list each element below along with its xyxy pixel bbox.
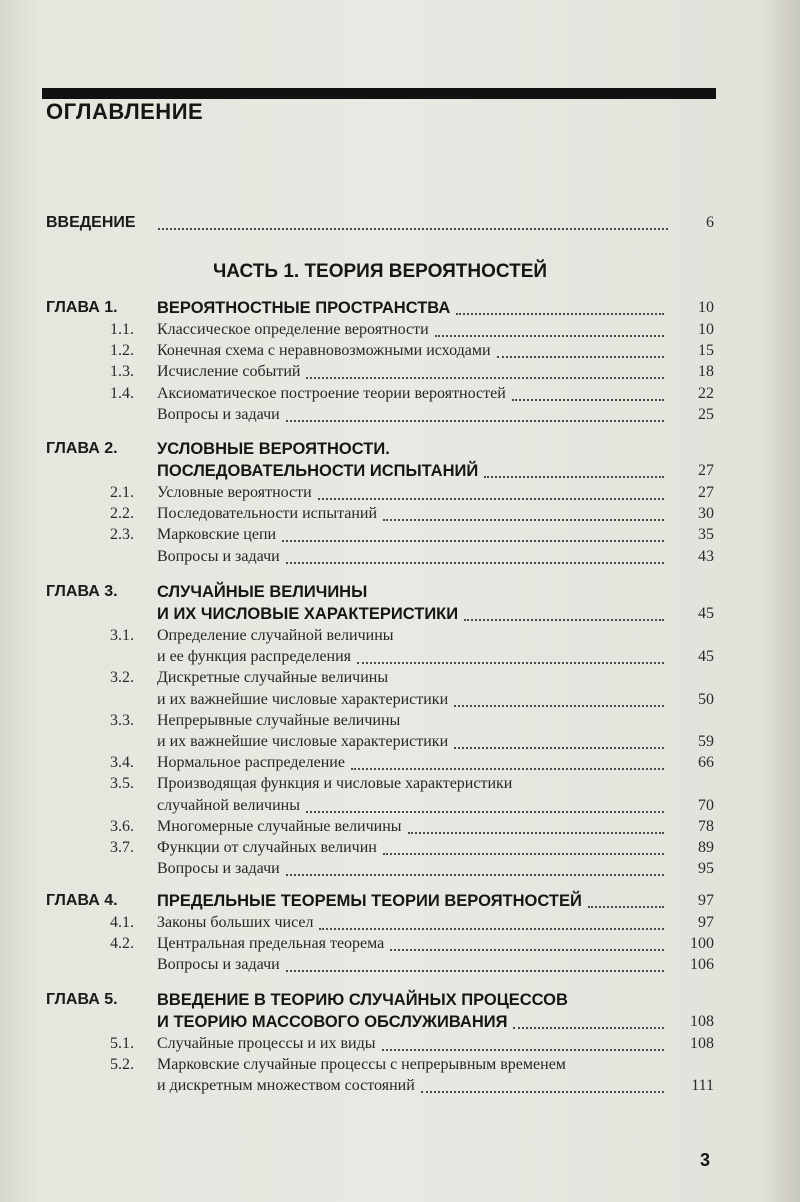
toc-section-entry[interactable]	[46, 754, 714, 776]
leader-dots	[306, 377, 664, 379]
section-page: 18	[698, 363, 714, 381]
leader-dots	[282, 540, 664, 542]
leader-dots	[286, 420, 664, 422]
section-title: Непрерывные случайные величины	[157, 711, 401, 729]
toc-section-entry[interactable]	[46, 914, 714, 936]
chapter-title: СЛУЧАЙНЫЕ ВЕЛИЧИНЫ	[157, 583, 368, 601]
leader-dots	[319, 928, 664, 930]
toc-section-entry[interactable]	[46, 484, 714, 506]
section-page: 22	[698, 384, 714, 402]
section-page: 89	[698, 839, 714, 856]
chapter-page: 97	[698, 892, 714, 909]
toc-intro-entry[interactable]	[46, 214, 714, 240]
section-page: 35	[698, 526, 714, 544]
section-title: Вопросы и задачи	[157, 547, 280, 565]
leader-dots	[408, 832, 664, 834]
section-title: Аксиоматическое построение теории вероятностей	[157, 384, 506, 402]
section-number: 5.2.	[110, 1056, 134, 1074]
section-title: Центральная предельная теорема	[157, 935, 385, 953]
section-title: Вопросы и задачи	[157, 860, 280, 878]
section-page: 30	[698, 505, 714, 523]
toc-section-entry[interactable]	[46, 342, 714, 364]
toc-chapter-entry[interactable]	[46, 991, 714, 1013]
leader-dots	[421, 1091, 664, 1093]
leader-dots	[456, 313, 664, 315]
section-number: 2.3.	[110, 526, 134, 544]
leader-dots	[383, 853, 664, 855]
section-number: 4.2.	[110, 935, 134, 953]
section-page: 10	[698, 321, 714, 338]
section-page: 97	[698, 914, 714, 931]
toc-section-entry[interactable]	[46, 648, 714, 670]
toc-chapter-entry[interactable]	[46, 440, 714, 462]
intro-page: 6	[706, 214, 714, 231]
leader-dots	[286, 874, 664, 876]
section-number: 4.1.	[110, 914, 134, 931]
page-number: 3	[700, 1150, 711, 1170]
leader-dots	[497, 356, 664, 358]
chapter-label: ГЛАВА 3.	[46, 583, 118, 600]
section-title: Функции от случайных величин	[157, 839, 377, 856]
chapter-label: ГЛАВА 5.	[46, 991, 118, 1008]
section-number: 5.1.	[110, 1035, 134, 1052]
toc-section-entry[interactable]	[46, 1035, 714, 1057]
leader-dots	[435, 335, 664, 337]
toc-section-entry[interactable]	[46, 733, 714, 755]
section-title: и их важнейшие числовые характеристики	[157, 690, 449, 708]
intro-title: ВВЕДЕНИЕ	[46, 214, 136, 231]
section-number: 1.3.	[110, 363, 134, 381]
section-page: 95	[698, 860, 714, 878]
section-title: Вопросы и задачи	[157, 405, 280, 423]
toc-section-entry[interactable]	[46, 691, 714, 713]
leader-dots	[286, 970, 664, 972]
chapter-label: ГЛАВА 4.	[46, 892, 118, 909]
section-title: Вопросы и задачи	[157, 956, 280, 974]
chapter-title: И ИХ ЧИСЛОВЫЕ ХАРАКТЕРИСТИКИ	[157, 605, 459, 623]
section-title: Случайные процессы и их виды	[157, 1035, 376, 1052]
section-page: 59	[698, 733, 714, 750]
section-title: Конечная схема с неравновозможными исходами	[157, 342, 491, 360]
leader-dots	[382, 1049, 665, 1051]
toc-section-entry[interactable]	[46, 669, 714, 691]
toc-chapter-entry[interactable]	[46, 892, 714, 914]
leader-dots	[512, 399, 664, 401]
section-page: 27	[698, 484, 714, 501]
toc-chapter-entry[interactable]	[46, 462, 714, 484]
chapter-title: ПРЕДЕЛЬНЫЕ ТЕОРЕМЫ ТЕОРИИ ВЕРОЯТНОСТЕЙ	[157, 892, 582, 910]
section-title: Производящая функция и числовые характеристики	[157, 775, 513, 793]
section-title: случайной величины	[157, 796, 300, 814]
toc-section-entry[interactable]	[46, 775, 714, 797]
section-title: Марковские цепи	[157, 526, 277, 544]
section-page: 50	[698, 690, 714, 708]
leader-dots	[464, 619, 664, 621]
leader-dots	[484, 476, 664, 478]
toc-section-entry[interactable]	[46, 526, 714, 548]
section-page: 43	[698, 547, 714, 565]
toc-chapter-entry[interactable]	[46, 605, 714, 627]
toc-chapter-entry[interactable]	[46, 299, 714, 321]
toc-section-entry[interactable]	[46, 548, 714, 570]
section-page: 108	[690, 1035, 714, 1052]
leader-dots	[588, 906, 664, 908]
section-page: 111	[691, 1077, 714, 1095]
toc-section-entry[interactable]	[46, 1056, 714, 1078]
section-number: 3.3.	[110, 711, 134, 729]
toc-section-entry[interactable]	[46, 321, 714, 343]
chapter-title: ВВЕДЕНИЕ В ТЕОРИЮ СЛУЧАЙНЫХ ПРОЦЕССОВ	[157, 991, 568, 1009]
section-title: Исчисление событий	[157, 363, 301, 381]
toc-section-entry[interactable]	[46, 363, 714, 385]
leader-dots	[158, 228, 668, 230]
leader-dots	[286, 562, 664, 564]
toc-chapter-entry[interactable]	[46, 1013, 714, 1035]
leader-dots	[390, 949, 664, 951]
leader-dots	[357, 662, 664, 664]
chapter-page: 45	[698, 605, 714, 622]
chapter-page: 10	[698, 299, 714, 316]
chapter-title: ПОСЛЕДОВАТЕЛЬНОСТИ ИСПЫТАНИЙ	[157, 462, 479, 480]
chapter-label: ГЛАВА 2.	[46, 440, 118, 457]
part-title: ЧАСТЬ 1. ТЕОРИЯ ВЕРОЯТНОСТЕЙ	[212, 261, 548, 282]
section-number: 3.6.	[110, 817, 134, 835]
leader-dots	[383, 519, 664, 521]
section-number: 2.2.	[110, 505, 134, 523]
section-number: 3.2.	[110, 669, 134, 687]
chapter-label: ГЛАВА 1.	[46, 299, 118, 316]
leader-dots	[306, 811, 664, 813]
section-title: Многомерные случайные величины	[157, 817, 402, 835]
section-number: 1.4.	[110, 384, 134, 402]
section-number: 3.1.	[110, 627, 134, 644]
toc-section-entry[interactable]	[46, 797, 714, 819]
page-title: ОГЛАВЛЕНИЕ	[46, 99, 204, 124]
toc-section-entry[interactable]	[46, 839, 714, 861]
toc-chapter-entry[interactable]	[46, 583, 714, 605]
section-page: 70	[698, 796, 714, 814]
section-page: 78	[698, 817, 714, 835]
section-title: Нормальное распределение	[157, 754, 345, 772]
section-number: 1.2.	[110, 342, 134, 360]
section-number: 2.1.	[110, 484, 134, 501]
section-page: 66	[698, 754, 714, 772]
chapter-page: 27	[698, 462, 714, 479]
toc-section-entry[interactable]	[46, 712, 714, 734]
toc-section-entry[interactable]	[46, 1077, 714, 1099]
section-title: и их важнейшие числовые характеристики	[157, 733, 449, 750]
toc-section-entry[interactable]	[46, 385, 714, 407]
toc-section-entry[interactable]	[46, 627, 714, 649]
section-page: 25	[698, 405, 714, 423]
chapter-title: ВЕРОЯТНОСТНЫЕ ПРОСТРАНСТВА	[157, 299, 451, 317]
leader-dots	[454, 747, 664, 749]
leader-dots	[454, 705, 664, 707]
section-title: Классическое определение вероятности	[157, 321, 429, 338]
chapter-page: 108	[690, 1013, 714, 1030]
section-title: и дискретным множеством состояний	[157, 1077, 415, 1095]
section-number: 3.4.	[110, 754, 134, 772]
section-number: 3.5.	[110, 775, 134, 793]
chapter-title: И ТЕОРИЮ МАССОВОГО ОБСЛУЖИВАНИЯ	[157, 1013, 508, 1031]
section-page: 106	[690, 956, 714, 974]
leader-dots	[351, 768, 664, 770]
section-title: и ее функция распределения	[157, 648, 352, 666]
section-title: Законы больших чисел	[157, 914, 314, 931]
toc-section-entry[interactable]	[46, 406, 714, 428]
section-title: Условные вероятности	[157, 484, 312, 501]
section-page: 15	[698, 342, 714, 360]
section-title: Определение случайной величины	[157, 627, 394, 644]
section-page: 100	[690, 935, 714, 953]
chapter-title: УСЛОВНЫЕ ВЕРОЯТНОСТИ.	[157, 440, 390, 458]
toc-section-entry[interactable]	[46, 860, 714, 882]
section-number: 3.7.	[110, 839, 134, 856]
toc-section-entry[interactable]	[46, 956, 714, 978]
leader-dots	[513, 1027, 664, 1029]
header-rule	[42, 88, 716, 99]
section-number: 1.1.	[110, 321, 134, 338]
toc-section-entry[interactable]	[46, 505, 714, 527]
section-title: Марковские случайные процессы с непрерывным временем	[157, 1056, 566, 1074]
section-title: Дискретные случайные величины	[157, 669, 389, 687]
leader-dots	[318, 498, 664, 500]
section-title: Последовательности испытаний	[157, 505, 378, 523]
toc-section-entry[interactable]	[46, 818, 714, 840]
toc-section-entry[interactable]	[46, 935, 714, 957]
section-page: 45	[698, 648, 714, 666]
